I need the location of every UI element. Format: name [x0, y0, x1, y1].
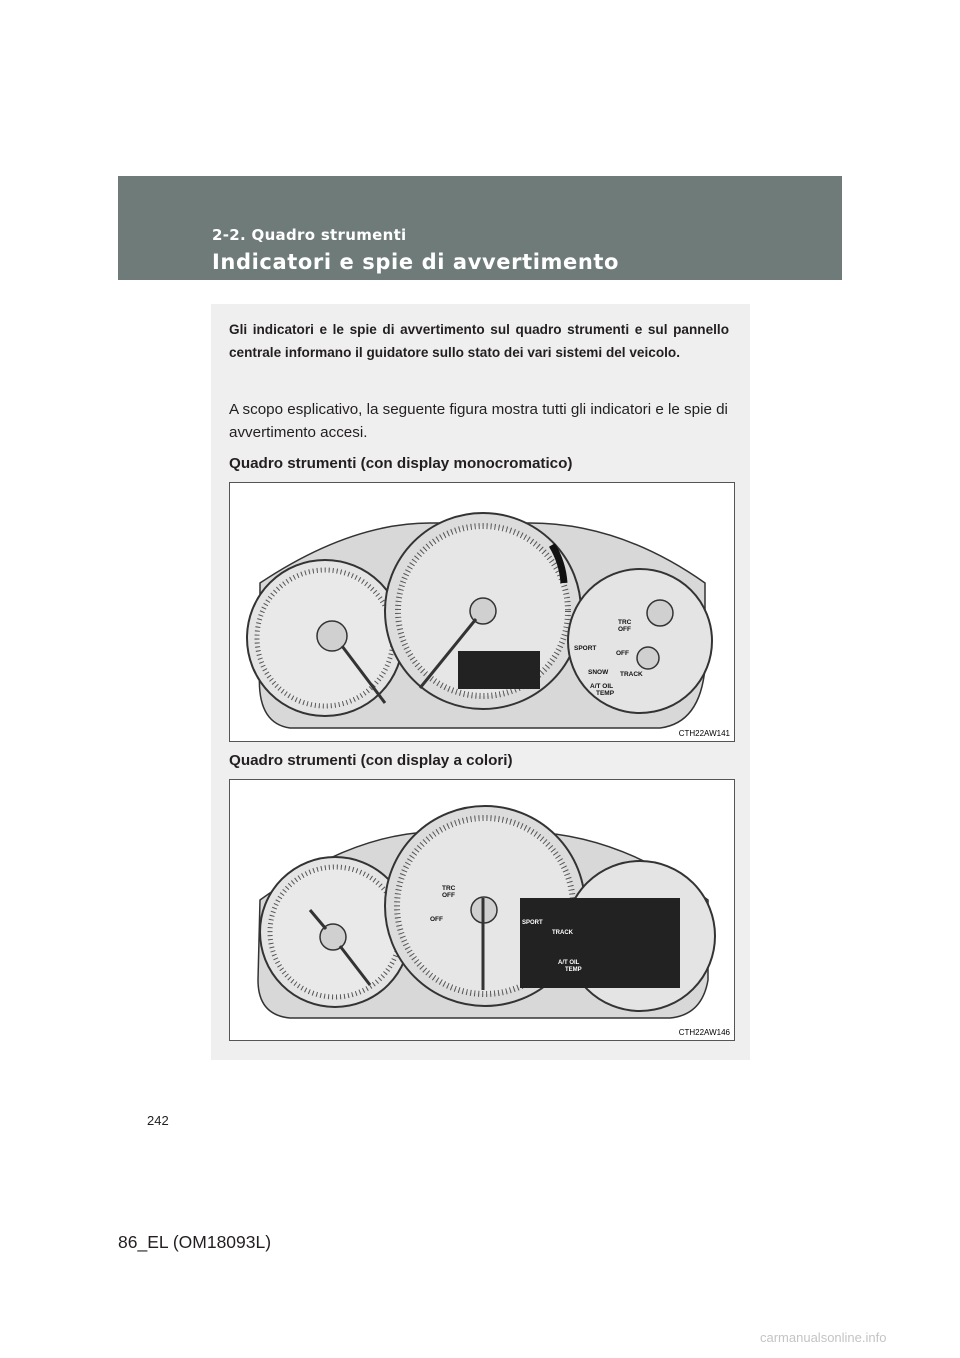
- trc-off-label-1: TRC: [618, 619, 632, 626]
- trc-off-label-2: OFF: [618, 626, 631, 633]
- sport-label: SPORT: [574, 645, 597, 652]
- content-box: [211, 304, 750, 1060]
- at-oil-temp-label-2: TEMP: [565, 967, 582, 973]
- figure-caption-monochrome: Quadro strumenti (con display monocromatico): [229, 455, 573, 472]
- figure-code: CTH22AW141: [678, 729, 730, 738]
- body-paragraph: A scopo esplicativo, la seguente figura mostra tutti gli indicatori e le spie di avvertimento accesi.: [229, 401, 728, 441]
- trc-off-label-2: OFF: [442, 892, 455, 899]
- figure-code: CTH22AW146: [678, 1028, 730, 1037]
- sport-label: SPORT: [522, 920, 543, 926]
- figure-caption-color: Quadro strumenti (con display a colori): [229, 752, 513, 769]
- section-label: 2-2. Quadro strumenti: [212, 226, 407, 244]
- snow-label: SNOW: [588, 669, 609, 676]
- track-label: TRACK: [620, 671, 643, 678]
- at-oil-temp-label-2: TEMP: [596, 690, 615, 697]
- document-code: 86_EL (OM18093L): [118, 1232, 272, 1252]
- vsc-off-label: OFF: [430, 916, 443, 923]
- trc-off-label-1: TRC: [442, 885, 456, 892]
- at-oil-temp-label-1: A/T OIL: [558, 960, 580, 966]
- page-title: Indicatori e spie di avvertimento: [212, 250, 620, 274]
- monochrome-cluster-illustration: [230, 483, 734, 741]
- watermark: carmanualsonline.info: [760, 1330, 887, 1345]
- vsc-off-label: OFF: [616, 650, 629, 657]
- cluster-figure-monochrome: [229, 482, 735, 742]
- cluster-figure-color: [229, 779, 735, 1041]
- intro-paragraph: Gli indicatori e le spie di avvertimento sul quadro strumenti e sul pannello centrale informano il guidatore sullo stato dei vari sistemi del veicolo.: [229, 322, 729, 360]
- track-label: TRACK: [552, 930, 573, 936]
- page-number: 242: [147, 1113, 169, 1128]
- color-cluster-illustration: [230, 780, 734, 1040]
- at-oil-temp-label-1: A/T OIL: [590, 683, 614, 690]
